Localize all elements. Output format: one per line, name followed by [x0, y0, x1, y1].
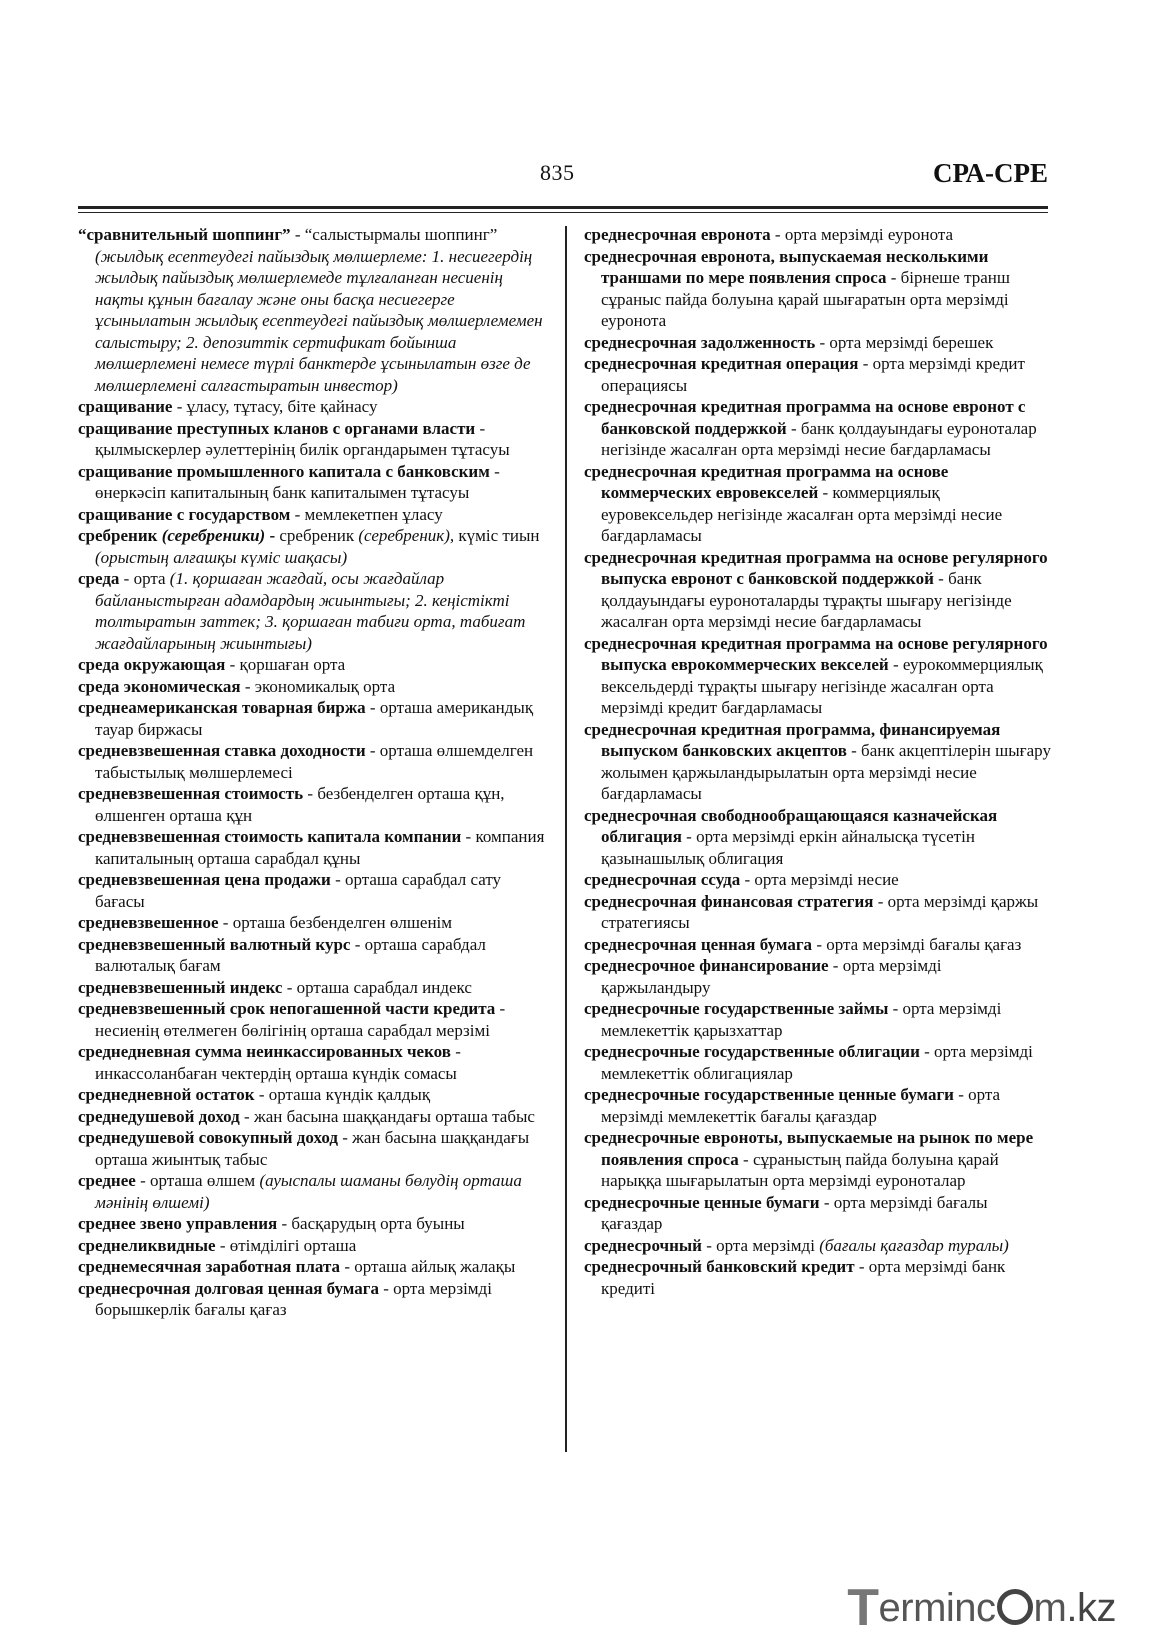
entry-translation: - орташа сарабдал сату бағасы	[95, 870, 502, 911]
dictionary-entry	[78, 461, 546, 504]
logo-text-erminc: erminc	[878, 1586, 996, 1630]
termincom-logo	[847, 1578, 1116, 1638]
entry-translation: - жан басына шаққандағы орташа табыс	[239, 1106, 535, 1126]
entry-term: среднесрочная свободнообращающаяся казначейская облигация	[584, 805, 998, 846]
entry-translation: - орта мерзімді мемлекеттік қарызхаттар	[601, 999, 1002, 1040]
entry-term: среда	[78, 569, 120, 588]
entry-term: среднесрочный	[584, 1235, 702, 1255]
entry-translation: - безбенделген орташа құн, өлшенген орташа құн	[95, 784, 505, 825]
dictionary-entry	[78, 568, 546, 654]
dictionary-entry	[78, 869, 546, 912]
entry-term: среднесрочное финансирование	[584, 956, 829, 975]
entry-translation: - орташа айлық жалақы	[340, 1257, 516, 1276]
entry-term: средневзвешенная стоимость капитала компании	[78, 827, 462, 846]
dictionary-entry	[78, 525, 546, 568]
entry-term: среднесрочные государственные займы	[584, 999, 889, 1018]
dictionary-entry	[78, 418, 546, 461]
entry-translation: сребреник	[279, 526, 359, 545]
entry-translation: - орта мерзімді еуронота	[770, 225, 954, 244]
entry-term: (серебреники)	[161, 526, 266, 545]
dictionary-entry	[584, 934, 1052, 956]
entry-term: среднесрочный банковский кредит	[584, 1257, 855, 1276]
running-head: СРА-СРЕ	[932, 158, 1048, 188]
entry-term: среда экономическая	[78, 676, 241, 696]
dictionary-entry	[584, 547, 1052, 633]
entry-term: средневзвешенный валютный курс	[78, 934, 351, 954]
dictionary-entry	[584, 461, 1052, 547]
dictionary-entry	[78, 1256, 546, 1278]
dictionary-entry	[78, 697, 546, 740]
entry-translation: - орташа өлшем	[135, 1171, 260, 1190]
entry-term: средневзвешенная цена продажи	[78, 870, 331, 889]
entry-translation: - коммерциялық еуровексельдер негізінде жасалған орта мерзімді несие бағдарламасы	[601, 483, 1003, 545]
entry-translation: - орта мерзімді бағалы қағаздар	[601, 1192, 988, 1233]
entry-term: средневзвешенное	[78, 913, 219, 932]
dictionary-entry	[78, 1106, 546, 1128]
entry-translation: - орта мерзімді мемлекеттік бағалы қағаздар	[601, 1085, 1001, 1126]
entry-translation: - мемлекетпен ұласу	[290, 504, 443, 524]
header-rule-thin	[78, 212, 1048, 213]
dictionary-entry	[584, 955, 1052, 998]
dictionary-entry	[584, 396, 1052, 461]
page-number: 835	[540, 160, 575, 185]
entry-term: сребреник	[78, 526, 162, 545]
dictionary-entry	[584, 246, 1052, 332]
entry-translation: - банк акцептілерін шығару жолымен қаржыландырылатын орта мерзімді несие бағдарламасы	[601, 741, 1051, 803]
entry-note: (жылдық есептеудегі пайыздық мөлшерлеме: 1. несиегердің жылдық пайыздық мөлшерлемеде тұлғаланған несиенің нақты құнын бағалау және оны басқа несиегерге ұсынылатын жылдық есептеудегі пайыздық мөлшерлемемен салыстыру; 2. депозиттік сертификат бойынша мөлшерлемені немесе түрлі банктерде ұсынылатын өзге де мөлшерлемені салғастыратын инвестор)	[95, 246, 543, 395]
column-divider	[565, 226, 567, 1452]
entry-translation: - орташа сарабдал индекс	[282, 977, 472, 997]
entry-term: сращивание преступных кланов с органами власти	[78, 418, 476, 438]
dictionary-entry	[584, 1192, 1052, 1235]
entry-translation: - орта мерзімді	[701, 1235, 820, 1255]
dictionary-entry	[78, 934, 546, 977]
dictionary-entry	[78, 783, 546, 826]
dictionary-entry	[584, 353, 1052, 396]
entry-term: среднесрочная ссуда	[584, 870, 741, 889]
entry-translation: - орташа американдық тауар биржасы	[95, 698, 534, 739]
entry-term: средневзвешенная ставка доходности	[78, 741, 366, 760]
dictionary-entry	[584, 332, 1052, 354]
entry-term: -	[265, 526, 280, 545]
entry-translation: - орта мерзімді несие	[740, 870, 899, 889]
entry-term: среднемесячная заработная плата	[78, 1257, 341, 1276]
dictionary-entry	[584, 891, 1052, 934]
entry-term: среднесрочная долговая ценная бумага	[78, 1278, 379, 1298]
entry-term: среднесрочная ценная бумага	[584, 934, 813, 954]
entry-term: среднее звено управления	[78, 1214, 278, 1233]
dictionary-entry	[78, 676, 546, 698]
dictionary-entry	[584, 1256, 1052, 1299]
entry-translation: - орташа өлшемделген табыстылық мөлшерлемесі	[95, 741, 534, 782]
entry-term: среднесрочные государственные облигации	[584, 1042, 920, 1061]
entry-term: среднесрочная кредитная программа на основе евронот с банковской поддержкой	[584, 397, 1026, 438]
entry-translation: - банк қолдауындағы еуроноталар негізінде жасалған орта мерзімді несие бағдарламасы	[601, 418, 1037, 459]
entry-term: среднесрочная евронота	[584, 225, 771, 244]
dictionary-entry	[584, 1127, 1052, 1192]
entry-term: среднедневная сумма неинкассированных чеков	[78, 1042, 451, 1061]
entry-term: среднесрочная кредитная программа на основе коммерческих евровекселей	[584, 461, 949, 502]
entry-note: (ауыспалы шаманы бөлудің орташа мәнінің өлшемі)	[95, 1171, 522, 1212]
entry-translation: - ұласу, тұтасу, біте қайнасу	[172, 397, 378, 416]
dictionary-entry	[78, 654, 546, 676]
dictionary-entry	[78, 1041, 546, 1084]
dictionary-entry	[78, 396, 546, 418]
entry-term: среда окружающая	[78, 655, 226, 674]
entry-translation: - өнеркәсіп капиталының банк капиталымен тұтасуы	[95, 461, 500, 502]
entry-term: среднесрочная задолженность	[584, 332, 816, 352]
entry-term: среднедушевой совокупный доход	[78, 1128, 338, 1147]
entry-translation: - орта мерзімді еркін айналысқа түсетін қазынашылық облигация	[601, 827, 975, 868]
right-column	[584, 224, 1052, 1299]
dictionary-entry	[584, 998, 1052, 1041]
entry-term: средневзвешенная стоимость	[78, 784, 304, 803]
dictionary-entry	[78, 1235, 546, 1257]
entry-translation: - “салыстырмалы шоппинг”	[290, 225, 498, 244]
entry-term: среднесрочная евронота, выпускаемая несколькими траншами по мере появления спроса	[584, 246, 989, 287]
entry-translation: - инкассоланбаған чектердің орташа күндік сомасы	[95, 1042, 461, 1083]
entry-translation: - несиенің өтелмеген бөлігінің орташа сарабдал мерзімі	[95, 999, 506, 1040]
left-column	[78, 224, 546, 1321]
entry-term: среднесрочная кредитная операция	[584, 354, 859, 373]
dictionary-entry	[78, 977, 546, 999]
entry-translation: - орта мерзімді борышкерлік бағалы қағаз	[95, 1278, 492, 1319]
entry-translation: - бірнеше транш сұраныс пайда болуына қарай шығаратын орта мерзімді еуронота	[601, 268, 1010, 330]
entry-translation: - орта мерзімді қаржыландыру	[601, 956, 942, 997]
entry-translation: - банк қолдауындағы еуроноталарды тұрақты шығару негізінде жасалған орта мерзімді несие бағдарламасы	[601, 569, 1012, 631]
entry-translation: - орта мерзімді бағалы қағаз	[812, 934, 1022, 954]
dictionary-entry	[584, 633, 1052, 719]
entry-note: (серебреник),	[358, 526, 455, 545]
dictionary-entry	[78, 504, 546, 526]
dictionary-entry	[584, 869, 1052, 891]
entry-translation: - орта мерзімді банк кредиті	[601, 1257, 1006, 1298]
dictionary-entry	[78, 224, 546, 396]
entry-term: среднедушевой доход	[78, 1106, 240, 1126]
entry-translation: - орташа безбенделген өлшенім	[218, 913, 453, 932]
entry-term: среднесрочные государственные ценные бумаги	[584, 1085, 954, 1104]
entry-translation: - орта мерзімді кредит операциясы	[601, 354, 1025, 395]
entry-note: (бағалы қағаздар туралы)	[819, 1235, 1009, 1255]
dictionary-entry	[584, 224, 1052, 246]
entry-term: среднеликвидные	[78, 1235, 216, 1255]
entry-term: среднесрочная кредитная программа, финансируемая выпуском банковских акцептов	[584, 719, 1001, 760]
entry-term: сращивание	[78, 397, 173, 416]
dictionary-entry	[78, 1170, 546, 1213]
entry-translation: - орта мерзімді қаржы стратегиясы	[601, 891, 1039, 932]
entry-term: среднесрочная кредитная программа на основе регулярного выпуска евронот с банковской поддержкой	[584, 547, 1048, 588]
dictionary-entry	[78, 1278, 546, 1321]
entry-term: средневзвешенный индекс	[78, 977, 283, 997]
dictionary-entry	[584, 1041, 1052, 1084]
entry-term: среднедневной остаток	[78, 1085, 255, 1104]
entry-note: (орыстың алғашқы күміс шақасы)	[95, 547, 348, 567]
entry-term: среднеамериканская товарная биржа	[78, 698, 366, 717]
entry-term: среднесрочные ценные бумаги	[584, 1192, 820, 1212]
entry-note: (1. қоршаған жағдай, осы жағдайлар байланыстырған адамдардың жиынтығы; 2. кеңістікті толтыратын заттек; 3. қоршаған табиғи орта, табиғат жағдайларының жиынтығы)	[95, 569, 526, 653]
logo-circle-icon	[997, 1589, 1033, 1625]
entry-translation: - сұраныстың пайда болуына қарай нарыққа шығарылатын орта мерзімді еуроноталар	[601, 1149, 999, 1190]
entry-term: “сравнительный шоппинг”	[78, 225, 291, 244]
dictionary-entry	[584, 1235, 1052, 1257]
entry-translation: - орта	[119, 569, 170, 588]
entry-term: средневзвешенный срок непогашенной части кредита	[78, 999, 496, 1018]
entry-translation: - еурокоммерциялық вексельдерді тұрақты шығару негізінде жасалған орта мерзімді кредит бағдарламасы	[601, 655, 1043, 717]
entry-term: сращивание с государством	[78, 504, 291, 524]
logo-text-domain: .kz	[1066, 1586, 1116, 1630]
header-rule-thick	[78, 206, 1048, 209]
entry-term: среднесрочные евроноты, выпускаемые на рынок по мере появления спроса	[584, 1128, 1034, 1169]
dictionary-entry	[78, 1127, 546, 1170]
dictionary-entry	[584, 719, 1052, 805]
dictionary-entry	[78, 1213, 546, 1235]
entry-translation: - компания капиталының орташа сарабдал құны	[95, 827, 545, 868]
entry-translation: - өтімділігі орташа	[215, 1235, 357, 1255]
entry-translation: күміс тиын	[454, 526, 540, 545]
dictionary-entry	[584, 805, 1052, 870]
entry-term: сращивание промышленного капитала с банковским	[78, 461, 490, 481]
entry-term: среднесрочная финансовая стратегия	[584, 891, 874, 911]
logo-letter-t: T	[847, 1579, 879, 1637]
entry-translation: - орта мерзімді мемлекеттік облигациялар	[601, 1042, 1033, 1083]
dictionary-entry	[78, 1084, 546, 1106]
entry-translation: - басқарудың орта буыны	[277, 1214, 465, 1233]
dictionary-entry	[78, 912, 546, 934]
entry-translation: - орта мерзімді берешек	[815, 332, 994, 352]
entry-translation: - орташа күндік қалдық	[254, 1085, 431, 1104]
entry-translation: - қылмыскерлер әулеттерінің билік органдарымен тұтасуы	[95, 418, 510, 459]
dictionary-entry	[78, 740, 546, 783]
dictionary-entry	[584, 1084, 1052, 1127]
entry-translation: - орташа сарабдал валюталық бағам	[95, 934, 486, 975]
dictionary-entry	[78, 998, 546, 1041]
entry-translation: - қоршаған орта	[225, 655, 346, 674]
entry-term: среднее	[78, 1171, 136, 1190]
logo-text-m: m	[1033, 1586, 1067, 1630]
entry-translation: - жан басына шаққандағы орташа жиынтық табыс	[95, 1128, 530, 1169]
entry-term: среднесрочная кредитная программа на основе регулярного выпуска еврокоммерческих векселей	[584, 633, 1048, 674]
entry-translation: - экономикалық орта	[240, 676, 396, 696]
dictionary-entry	[78, 826, 546, 869]
